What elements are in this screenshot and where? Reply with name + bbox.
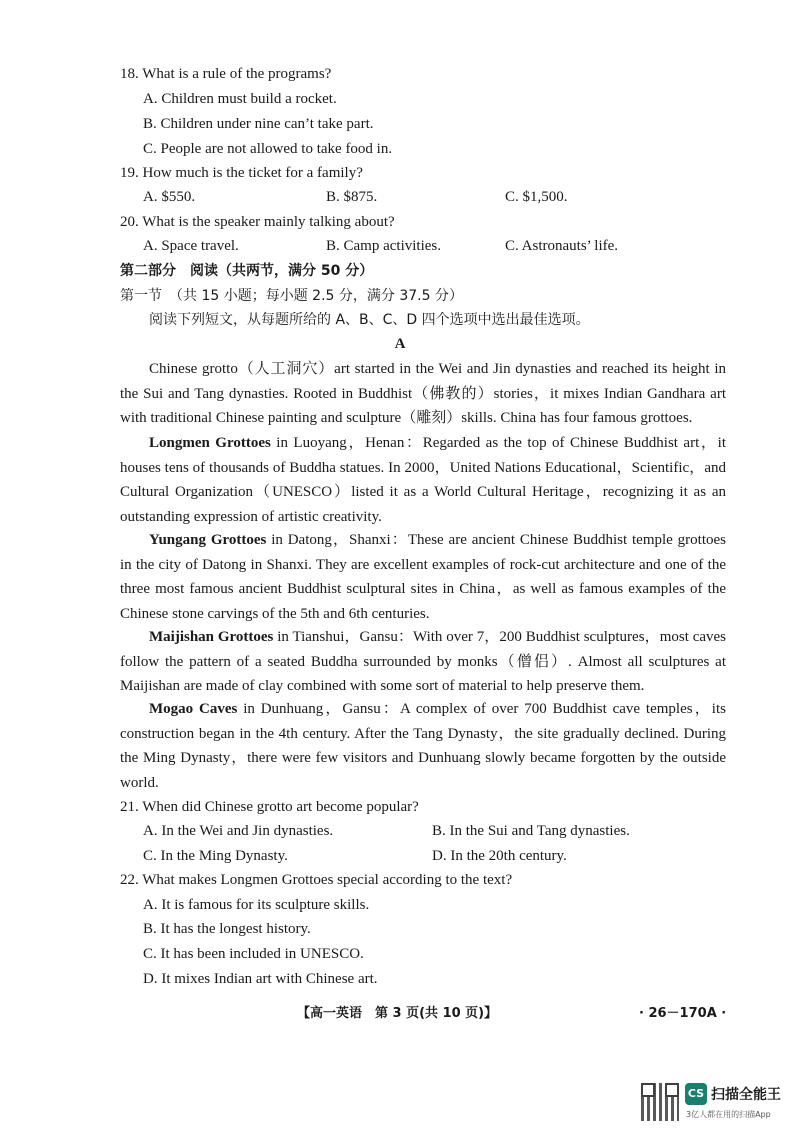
mogao-text: in Dunhuang，Gansu：A complex of over 700 Buddhist cave temples，its construction began in the 4th century. After the Tang Dynasty，the site gradually declined. During the Ming Dynasty，there were few visitors and Dunhuang slowly became forgotten by the outside world. — [120, 701, 726, 791]
passage-label: A — [394, 336, 406, 352]
question-19-option-b: B. $875. — [326, 189, 378, 205]
question-21-option-c: C. In the Ming Dynasty. — [143, 848, 288, 864]
maijishan-name: Maijishan Grottoes — [149, 629, 274, 645]
yungang-name: Yungang Grottoes — [149, 532, 267, 548]
qr-code-icon — [641, 1083, 679, 1121]
question-21-option-a: A. In the Wei and Jin dynasties. — [143, 823, 334, 839]
question-22-option-c: C. It has been included in UNESCO. — [143, 946, 364, 962]
longmen-name: Longmen Grottoes — [149, 435, 271, 451]
passage-mogao — [120, 697, 726, 795]
part-two-heading: 第二部分 阅读（共两节，满分 50 分） — [120, 263, 374, 279]
camscanner-name: 扫描全能王 — [711, 1087, 781, 1103]
page-footer: 【高一英语 第 3 页(共 10 页)】 — [297, 1006, 498, 1021]
question-18-option-b: B. Children under nine can’t take part. — [143, 116, 374, 132]
question-22-option-b: B. It has the longest history. — [143, 921, 311, 937]
question-20-option-b: B. Camp activities. — [326, 238, 441, 254]
camscanner-tagline: 3亿人都在用的扫描App — [686, 1110, 771, 1119]
question-19-option-c: C. $1,500. — [505, 189, 568, 205]
yungang-text: in Datong，Shanxi：These are ancient Chinese Buddhist temple grottoes in the city of Datong in Shanxi. They are excellent examples of rock-cut architecture and one of the three most famous ancient Buddhist sculptural sites in China，as well as famous examples of the Chinese stone carvings of the 5th and 6th centuries. — [120, 532, 727, 622]
camscanner-logo-icon: CS — [685, 1083, 707, 1105]
paper-code: · 26－170A · — [639, 1006, 727, 1021]
passage-longmen — [120, 431, 726, 529]
passage-yungang — [120, 528, 726, 626]
question-22-option-a: A. It is famous for its sculpture skills. — [143, 897, 370, 913]
question-20-option-c: C. Astronauts’ life. — [505, 238, 619, 254]
question-22-stem: 22. What makes Longmen Grottoes special according to the text? — [120, 872, 513, 888]
question-21-stem: 21. When did Chinese grotto art become popular? — [120, 799, 419, 815]
question-18-option-a: A. Children must build a rocket. — [143, 91, 337, 107]
question-19-stem: 19. How much is the ticket for a family? — [120, 165, 363, 181]
mogao-name: Mogao Caves — [149, 701, 238, 717]
question-18-stem: 18. What is a rule of the programs? — [120, 66, 332, 82]
question-18-option-c: C. People are not allowed to take food in. — [143, 141, 393, 157]
question-19-option-a: A. $550. — [143, 189, 196, 205]
maijishan-text: in Tianshui，Gansu：With over 7，200 Buddhist sculptures，most caves follow the pattern of a seated Buddha surrounded by monks（僧侣）. Almost all sculptures at Maijishan are made of clay combined with some sort of material to help preserve them. — [120, 629, 726, 694]
reading-instruction: 阅读下列短文，从每题所给的 A、B、C、D 四个选项中选出最佳选项。 — [149, 312, 590, 328]
question-21-option-d: D. In the 20th century. — [432, 848, 567, 864]
question-22-option-d: D. It mixes Indian art with Chinese art. — [143, 971, 378, 987]
question-20-stem: 20. What is the speaker mainly talking about? — [120, 214, 395, 230]
passage-maijishan — [120, 625, 726, 699]
section-one-heading: 第一节 （共 15 小题；每小题 2.5 分，满分 37.5 分） — [120, 288, 463, 304]
longmen-text: in Luoyang，Henan：Regarded as the top of Chinese Buddhist art，it houses tens of thousands of Buddha statues. In 2000，United Nations Educational，Scientific，and Cultural Organization（UNESCO）listed it as a World Cultural Heritage，recognizing it as an outstanding expression of artistic creativity. — [120, 435, 726, 525]
question-21-option-b: B. In the Sui and Tang dynasties. — [432, 823, 630, 839]
passage-intro: Chinese grotto（人工洞穴）art started in the Wei and Jin dynasties and reached its height in the Sui and Tang dynasties. Rooted in Buddhist（佛教的）stories，it mixes Indian Gandhara art with traditional Chinese painting and sculpture（雕刻）skills. China has four famous grottoes. — [120, 361, 726, 426]
question-20-option-a: A. Space travel. — [143, 238, 239, 254]
